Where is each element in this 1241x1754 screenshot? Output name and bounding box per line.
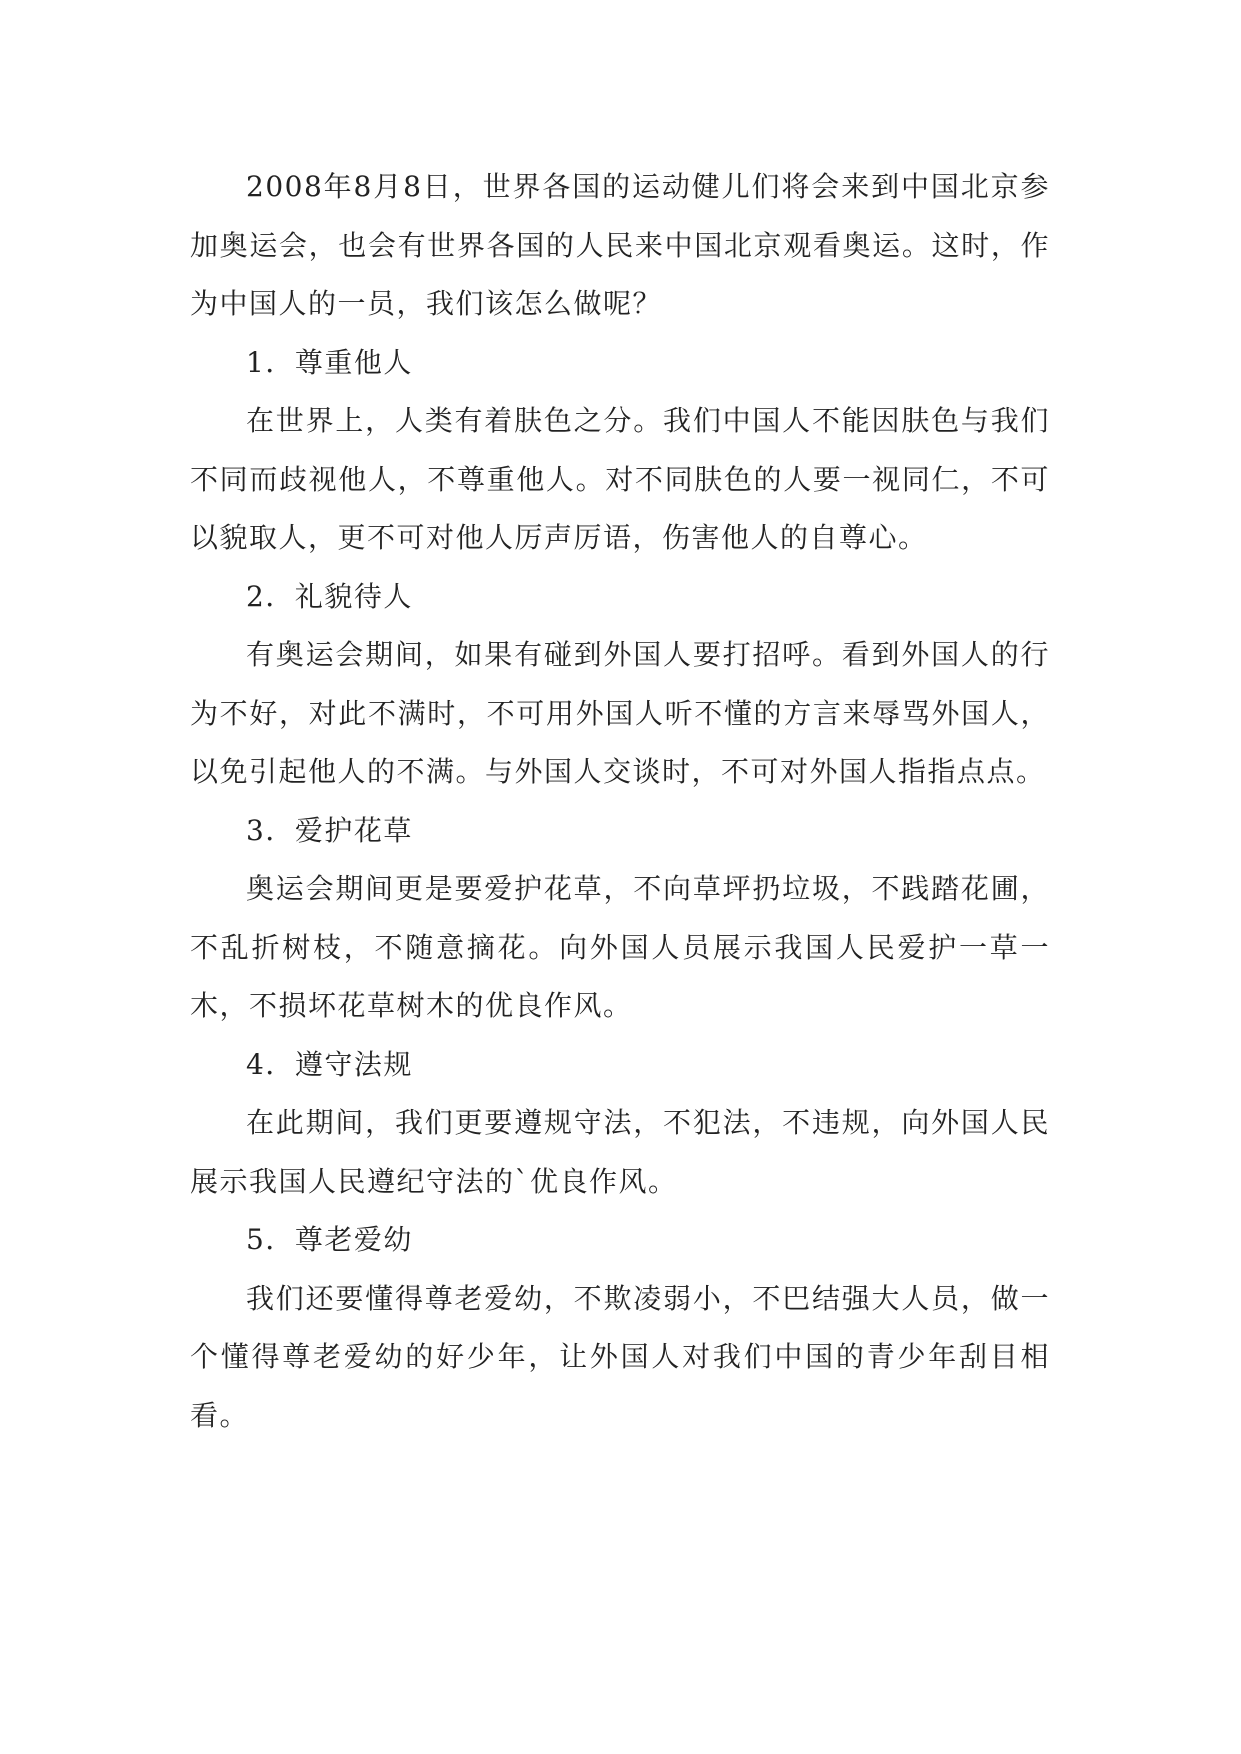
section-heading-2: 2．礼貌待人 [246, 579, 413, 613]
section-body-3: 奥运会期间更是要爱护花草，不向草坪扔垃圾，不践踏花圃，不乱折树枝，不随意摘花。向外国人员展示我国人民爱护一草一木，不损坏花草树木的优良作风。 [190, 872, 1050, 1022]
document-body [190, 158, 1050, 1445]
section-heading-3: 3．爱护花草 [246, 813, 413, 847]
section-body-4: 在此期间，我们更要遵规守法，不犯法，不违规，向外国人民展示我国人民遵纪守法的`优良作风。 [190, 1106, 1050, 1198]
section-body-5: 我们还要懂得尊老爱幼，不欺凌弱小，不巴结强大人员，做一个懂得尊老爱幼的好少年，让外国人对我们中国的青少年刮目相看。 [190, 1281, 1050, 1432]
section-heading-4: 4．遵守法规 [246, 1047, 413, 1081]
section-heading-5: 5．尊老爱幼 [246, 1223, 413, 1256]
section-body-2: 有奥运会期间，如果有碰到外国人要打招呼。看到外国人的行为不好，对此不满时，不可用外国人听不懂的方言来辱骂外国人，以免引起他人的不满。与外国人交谈时，不可对外国人指指点点。 [190, 638, 1050, 788]
section-body-1: 在世界上，人类有着肤色之分。我们中国人不能因肤色与我们不同而歧视他人，不尊重他人。对不同肤色的人要一视同仁，不可以貌取人，更不可对他人厉声厉语，伤害他人的自尊心。 [190, 404, 1050, 554]
section-heading-1: 1．尊重他人 [246, 345, 413, 379]
intro-paragraph: 2008年8月8日，世界各国的运动健儿们将会来到中国北京参加奥运会，也会有世界各国的人民来中国北京观看奥运。这时，作为中国人的一员，我们该怎么做呢？ [190, 170, 1050, 320]
